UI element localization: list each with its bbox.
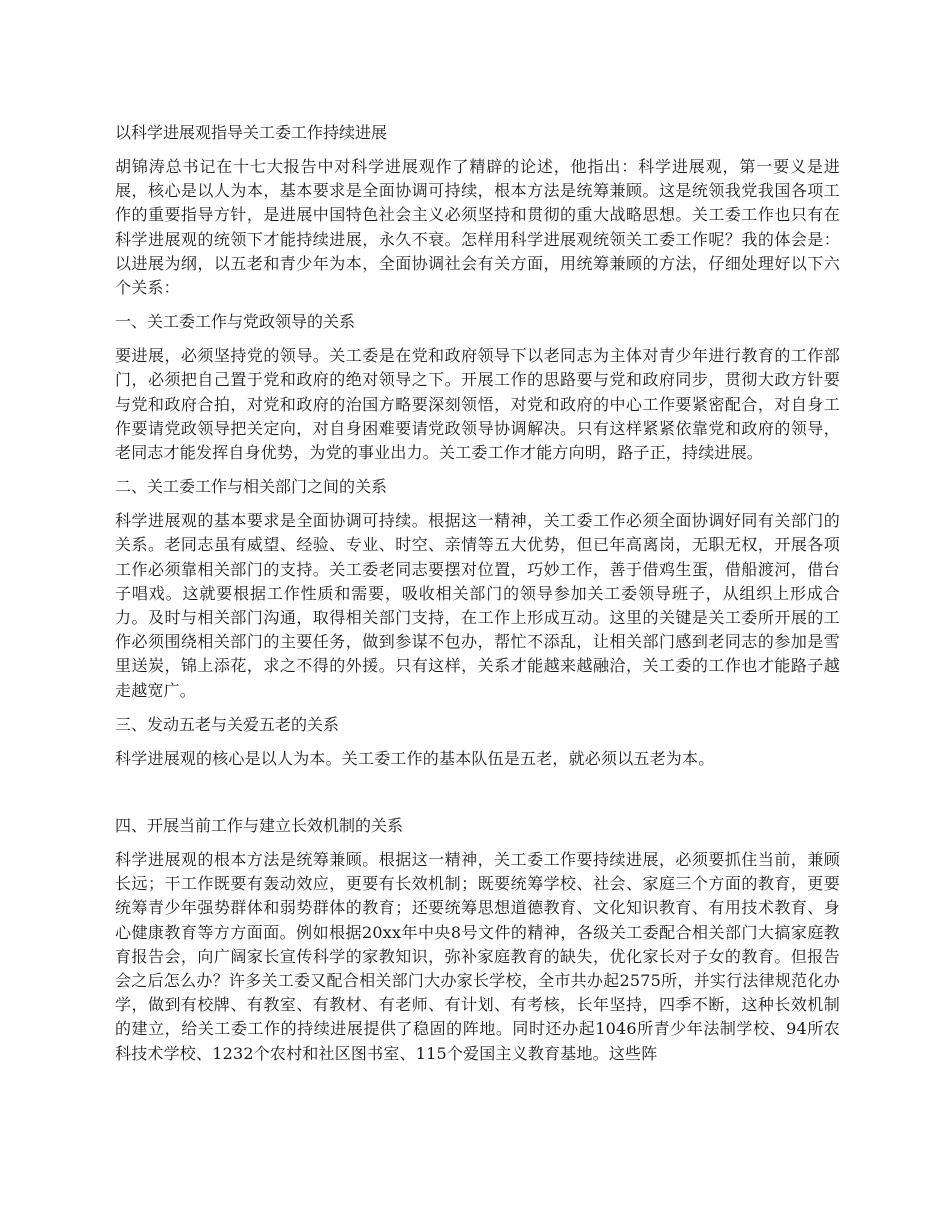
section-body-3: 科学进展观的核心是以人为本。关工委工作的基本队伍是五老，就必须以五老为本。 [115, 748, 715, 768]
section-heading-2: 二、关工委工作与相关部门之间的关系 [115, 477, 388, 497]
intro-paragraph: 胡锦涛总书记在十七大报告中对科学进展观作了精辟的论述，他指出：科学进展观，第一要义是进展，核心是以人为本，基本要求是全面协调可持续，根本方法是统筹兼顾。这是统领我党我国各项工作的重要指导方针，是进展中国特色社会主义必须坚持和贯彻的重大战略思想。关工委工作也只有在科学进展观的统领下才能持续进展，永久不衰。怎样用科学进展观统领关工委工作呢？我的体会是：以进展为纲，以五老和青少年为本，全面协调社会有关方面，用统筹兼顾的方法，仔细处理好以下六个关系： [115, 157, 840, 298]
document-page [115, 120, 840, 1075]
section-body-1: 要进展，必须坚持党的领导。关工委是在党和政府领导下以老同志为主体对青少年进行教育的工作部门，必须把自己置于党和政府的绝对领导之下。开展工作的思路要与党和政府同步，贯彻大政方针要与党和政府合拍，对党和政府的治国方略要深刻领悟，对党和政府的中心工作要紧密配合，对自身工作要请党政领导把关定向，对自身困难要请党政领导协调解决。只有这样紧紧依靠党和政府的领导，老同志才能发挥自身优势，为党的事业出力。关工委工作才能方向明，路子正，持续进展。 [115, 346, 840, 463]
section-body-2: 科学进展观的基本要求是全面协调可持续。根据这一精神，关工委工作必须全面协调好同有关部门的关系。老同志虽有威望、经验、专业、时空、亲情等五大优势，但已年高离岗，无职无权，开展各项工作必须靠相关部门的支持。关工委老同志要摆对位置，巧妙工作，善于借鸡生蛋，借船渡河，借台子唱戏。这就要根据工作性质和需要，吸收相关部门的领导参加关工委领导班子，从组织上形成合力。及时与相关部门沟通，取得相关部门支持，在工作上形成互动。这里的关键是关工委所开展的工作必须围绕相关部门的主要任务，做到参谋不包办，帮忙不添乱，让相关部门感到老同志的参加是雪里送炭，锦上添花，求之不得的外援。只有这样，关系才能越来越融洽，关工委的工作也才能路子越走越宽广。 [115, 511, 840, 700]
section-heading-4: 四、开展当前工作与建立长效机制的关系 [115, 816, 404, 836]
section-body-4: 科学进展观的根本方法是统筹兼顾。根据这一精神，关工委工作要持续进展，必须要抓住当前，兼顾长远；干工作既要有轰动效应，更要有长效机制；既要统筹学校、社会、家庭三个方面的教育，更要统筹青少年强势群体和弱势群体的教育；还要统筹思想道德教育、文化知识教育、有用技术教育、身心健康教育等方方面面。例如根据20xx年中央8号文件的精神，各级关工委配合相关部门大搞家庭教育报告会，向广阔家长宣传科学的家教知识，弥补家庭教育的缺失，优化家长对子女的教育。但报告会之后怎么办？许多关工委又配合相关部门大办家长学校，全市共办起2575所，并实行法律规范化办学，做到有校牌、有教室、有教材、有老师、有计划、有考核，长年坚持，四季不断，这种长效机制的建立，给关工委工作的持续进展提供了稳固的阵地。同时还办起1046所青少年法制学校、94所农科技术学校、1232个农村和社区图书室、115个爱国主义教育基地。这些阵 [115, 850, 840, 1063]
section-heading-1: 一、关工委工作与党政领导的关系 [115, 312, 356, 332]
document-title: 以科学进展观指导关工委工作持续进展 [115, 123, 388, 142]
section-heading-3: 三、发动五老与关爱五老的关系 [115, 714, 340, 734]
